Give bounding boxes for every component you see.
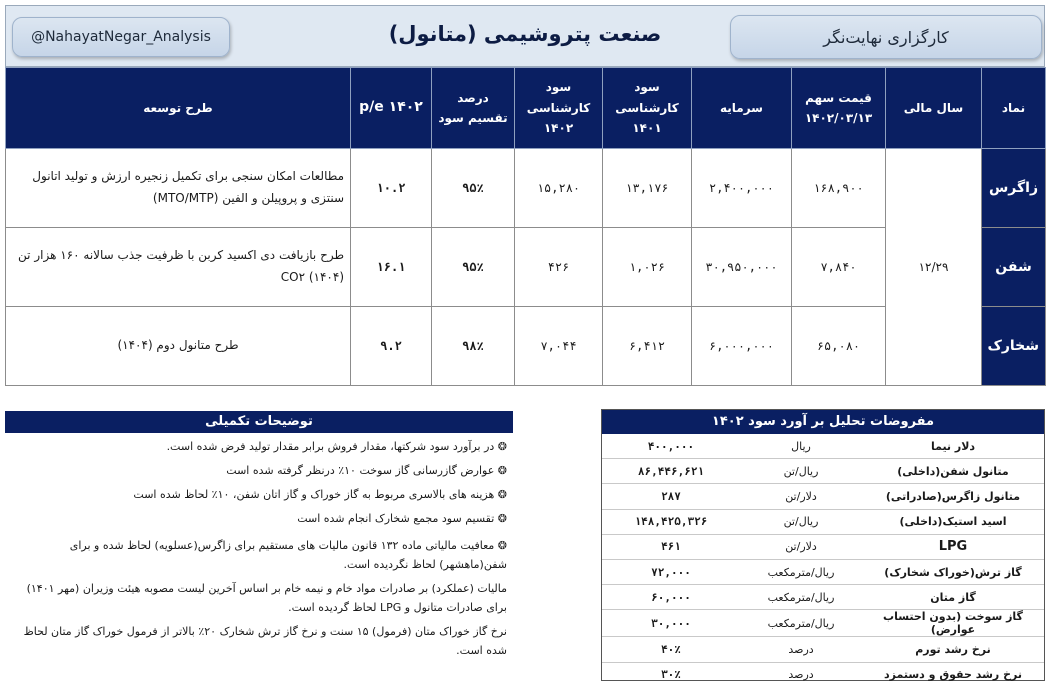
eps-1402-cell: ۴۲۶ (515, 228, 603, 307)
payout-cell: ۹۵٪ (432, 228, 515, 307)
assumption-label: نرخ رشد تورم (862, 637, 1044, 662)
assumption-row (602, 662, 1044, 687)
eps-1402-cell: ۱۵,۲۸۰ (515, 149, 603, 228)
price-cell: ۶۵,۰۸۰ (792, 307, 886, 386)
plan-cell: طرح متانول دوم (۱۴۰۴) (6, 307, 351, 386)
notes-title: توضیحات تکمیلی (5, 411, 513, 433)
assumption-value: ۷۲,۰۰۰ (602, 559, 740, 584)
assumption-row (602, 585, 1044, 610)
symbol-cell: شخارک (982, 307, 1046, 386)
col-payout: درصد تقسیم سود (432, 68, 515, 149)
assumption-unit: درصد (740, 637, 862, 662)
assumption-label: متانول زاگرس(صادراتی) (862, 484, 1044, 509)
payout-cell: ۹۸٪ (432, 307, 515, 386)
assumption-value: ۱۴۸,۴۲۵,۳۲۶ (602, 509, 740, 534)
table-header-row (6, 68, 1046, 149)
assumption-value: ۳۰,۰۰۰ (602, 610, 740, 637)
col-pe: p/e ۱۴۰۲ (351, 68, 432, 149)
col-eps-1401: سود کارشناسی ۱۴۰۱ (603, 68, 692, 149)
assumption-unit: ریال/تن (740, 459, 862, 484)
col-symbol: نماد (982, 68, 1046, 149)
table-row (6, 149, 1046, 228)
eps-1401-cell: ۱۳,۱۷۶ (603, 149, 692, 228)
note-item: ❂ تقسیم سود مجمع شخارک انجام شده است (297, 512, 507, 525)
assumptions-title: مفروضات تحلیل بر آورد سود ۱۴۰۲ (602, 410, 1044, 434)
company-table (5, 67, 1046, 386)
price-cell: ۷,۸۴۰ (792, 228, 886, 307)
pe-cell: ۹.۲ (351, 307, 432, 386)
capital-cell: ۲,۴۰۰,۰۰۰ (692, 149, 792, 228)
note-item: نرخ گاز خوراک متان (فرمول) ۱۵ سنت و نرخ گاز ترش شخارک ۲۰٪ بالاتر از فرمول خوراک گاز متان لحاظ شده است. (23, 625, 507, 657)
assumption-row (602, 484, 1044, 509)
pe-cell: ۱۶.۱ (351, 228, 432, 307)
fiscal-year-cell: ۱۲/۲۹ (886, 149, 982, 386)
assumption-unit: دلار/تن (740, 534, 862, 559)
assumption-unit: دلار/تن (740, 484, 862, 509)
assumption-value: ۴۶۱ (602, 534, 740, 559)
notes-list (5, 433, 513, 660)
assumption-label: اسید استیک(داخلی) (862, 509, 1044, 534)
broker-badge[interactable]: کارگزاری نهایت‌نگر (730, 15, 1042, 59)
plan-cell: طرح بازیافت دی اکسید کربن با ظرفیت جذب سالانه ۱۶۰ هزار تن CO۲ (۱۴۰۴) (6, 228, 351, 307)
page-title: صنعت پتروشیمی (متانول) (388, 22, 662, 46)
assumption-label: LPG (862, 534, 1044, 559)
capital-cell: ۳۰,۹۵۰,۰۰۰ (692, 228, 792, 307)
assumption-label: دلار نیما (862, 434, 1044, 459)
assumption-unit: ریال (740, 434, 862, 459)
assumption-label: نرخ رشد حقوق و دستمزد (884, 668, 1022, 682)
assumption-label: گاز ترش(خوراک شخارک) (862, 559, 1044, 584)
col-eps-1402: سود کارشناسی ۱۴۰۲ (515, 68, 603, 149)
assumption-label: گاز سوخت (بدون احتساب عوارض) (862, 610, 1044, 637)
note-item: مالیات (عملکرد) بر صادرات مواد خام و نیمه خام بر اساس آخرین لیست مصوبه هیئت وزیران (مهر ۱۴۰۱) برای صادرات متانول و LPG لحاظ گردیده است. (26, 582, 507, 614)
assumption-label: گاز متان (862, 585, 1044, 610)
assumption-unit: ریال/تن (740, 509, 862, 534)
eps-1401-cell: ۶,۴۱۲ (603, 307, 692, 386)
payout-cell: ۹۵٪ (432, 149, 515, 228)
assumption-unit: ریال/مترمکعب (740, 585, 862, 610)
assumption-row (602, 509, 1044, 534)
assumption-row (602, 559, 1044, 584)
note-item: ❂ هزینه های بالاسری مربوط به گاز خوراک و گاز اتان شفن، ۱۰٪ لحاظ شده است (133, 488, 507, 501)
assumption-value: ۶۰,۰۰۰ (602, 585, 740, 610)
assumption-label: متانول شفن(داخلی) (862, 459, 1044, 484)
eps-1402-cell: ۷,۰۴۴ (515, 307, 603, 386)
col-price: قیمت سهم ۱۴۰۲/۰۳/۱۳ (792, 68, 886, 149)
notes-panel (5, 411, 513, 683)
pe-cell: ۱۰.۲ (351, 149, 432, 228)
assumption-row (602, 459, 1044, 484)
assumption-row (602, 637, 1044, 662)
handle-badge[interactable]: @NahayatNegar_Analysis (12, 17, 230, 57)
note-item: ❂ معافیت مالیاتی ماده ۱۳۲ قانون مالیات های مستقیم برای زاگرس(عسلویه) لحاظ شده و برای شفن(ماهشهر) لحاظ نگردیده است. (69, 539, 507, 571)
col-capital: سرمایه (692, 68, 792, 149)
assumption-unit: ریال/مترمکعب (740, 610, 862, 637)
note-item: ❂ عوارض گازرسانی گاز سوخت ۱۰٪ درنظر گرفته شده است (226, 464, 507, 477)
col-plan: طرح توسعه (6, 68, 351, 149)
assumption-unit: ریال/مترمکعب (740, 559, 862, 584)
price-cell: ۱۶۸,۹۰۰ (792, 149, 886, 228)
assumption-value: ۴۰۰,۰۰۰ (602, 434, 740, 459)
assumptions-panel (601, 409, 1045, 681)
capital-cell: ۶,۰۰۰,۰۰۰ (692, 307, 792, 386)
assumption-value: ۸۶,۴۴۶,۶۲۱ (602, 459, 740, 484)
assumption-row (602, 434, 1044, 459)
symbol-cell: شفن (982, 228, 1046, 307)
assumption-value: ۴۰٪ (602, 637, 740, 662)
assumptions-table (602, 434, 1044, 687)
assumption-row (602, 534, 1044, 559)
assumption-unit: درصد (788, 668, 814, 682)
assumption-row (602, 610, 1044, 637)
symbol-cell: زاگرس (982, 149, 1046, 228)
assumption-value: ۲۸۷ (602, 484, 740, 509)
note-item: ❂ در برآورد سود شرکتها، مقدار فروش برابر مقدار تولید فرض شده است. (166, 440, 507, 453)
assumption-value: ۳۰٪ (661, 668, 681, 682)
plan-cell: مطالعات امکان سنجی برای تکمیل زنجیره ارزش و تولید اتانول سنتزی و پروپیلن و الفین (MTO/MTP) (6, 149, 351, 228)
col-fiscal-year: سال مالی (886, 68, 982, 149)
eps-1401-cell: ۱,۰۲۶ (603, 228, 692, 307)
